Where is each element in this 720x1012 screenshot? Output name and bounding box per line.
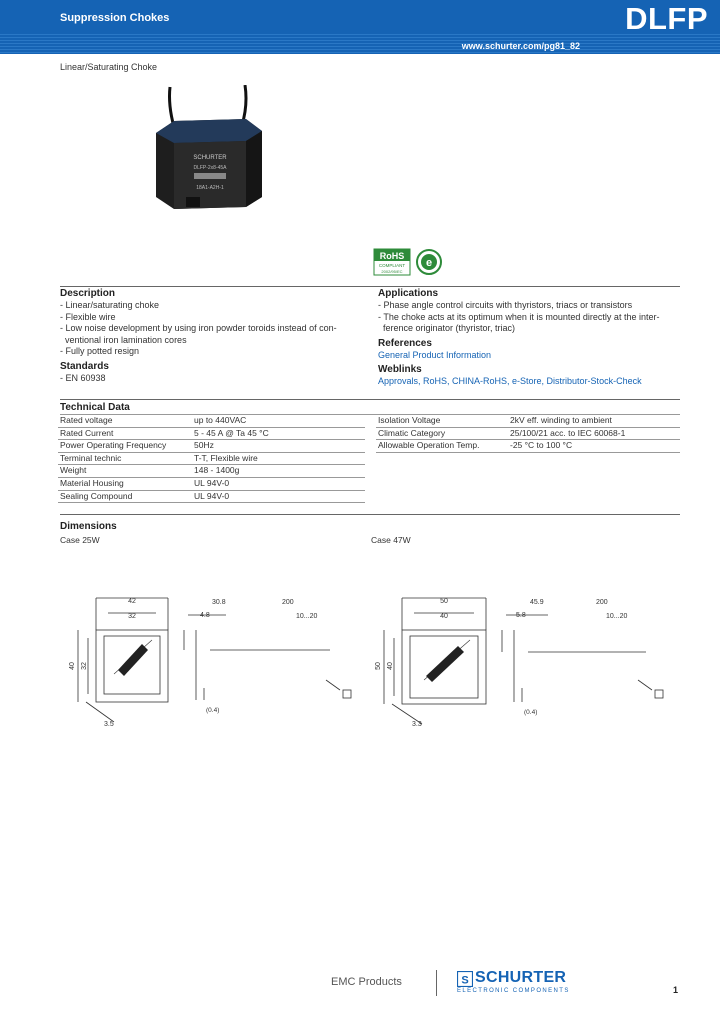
standards-item: - EN 60938 bbox=[60, 373, 106, 383]
section-rule bbox=[60, 514, 680, 515]
table-cell: Sealing Compound bbox=[58, 490, 192, 503]
product-label-line1: SCHURTER bbox=[193, 155, 227, 161]
dim-a-hole: (0.4) bbox=[206, 707, 220, 714]
description-list bbox=[60, 300, 365, 358]
table-cell: Material Housing bbox=[58, 477, 192, 490]
table-row bbox=[58, 415, 365, 427]
case-a-drawing bbox=[60, 590, 360, 740]
category-title: Suppression Chokes bbox=[60, 12, 170, 24]
references-heading: References bbox=[378, 338, 432, 349]
table-cell: up to 440VAC bbox=[192, 415, 365, 427]
rohs-logo bbox=[373, 248, 463, 276]
dim-a-side-d: 4.8 bbox=[200, 612, 210, 619]
case-b-label: Case 47W bbox=[371, 535, 411, 545]
applications-heading: Applications bbox=[378, 288, 439, 299]
dim-b-w-inner: 40 bbox=[440, 613, 448, 620]
svg-text:e: e bbox=[425, 257, 433, 269]
dim-a-h-inner: 32 bbox=[81, 662, 88, 670]
svg-text:S: S bbox=[461, 974, 469, 987]
dim-b-strip: 10...20 bbox=[606, 613, 628, 620]
standards-heading: Standards bbox=[60, 361, 109, 372]
table-cell: Weight bbox=[58, 465, 192, 478]
section-rule bbox=[60, 399, 680, 400]
case-a-label: Case 25W bbox=[60, 535, 100, 545]
table-row bbox=[58, 477, 365, 490]
technical-table-left bbox=[58, 415, 365, 503]
dim-b-side-d: 5.8 bbox=[516, 612, 526, 619]
table-row bbox=[376, 427, 680, 440]
description-item: ventional iron lamination cores bbox=[60, 334, 187, 345]
product-title: DLFP bbox=[625, 1, 708, 36]
china-rohs-icon bbox=[417, 250, 441, 274]
dim-b-hole: (0.4) bbox=[524, 709, 538, 716]
dim-b-w-outer: 50 bbox=[440, 598, 448, 605]
technical-table-right bbox=[376, 415, 680, 453]
table-cell: Terminal technic bbox=[58, 452, 192, 465]
dim-a-w-inner: 32 bbox=[128, 613, 136, 620]
application-item: ference originator (thyristor, triac) bbox=[378, 323, 516, 333]
dim-b-h-outer: 50 bbox=[375, 662, 382, 670]
application-item: - Phase angle control circuits with thyristors, triacs or transistors bbox=[378, 300, 633, 310]
technical-data-heading: Technical Data bbox=[60, 402, 130, 413]
table-cell: Rated voltage bbox=[58, 415, 192, 427]
certification-logos bbox=[373, 248, 463, 276]
brand-subtitle: ELECTRONIC COMPONENTS bbox=[457, 988, 570, 994]
dimensions-heading: Dimensions bbox=[60, 521, 117, 532]
description-heading: Description bbox=[60, 288, 116, 299]
dim-b-h-inner: 40 bbox=[387, 662, 394, 670]
table-row bbox=[58, 452, 365, 465]
product-image bbox=[150, 85, 270, 215]
table-row bbox=[376, 415, 680, 427]
table-cell: T-T, Flexible wire bbox=[192, 452, 365, 465]
dim-a-h-outer: 40 bbox=[69, 662, 76, 670]
table-cell: Isolation Voltage bbox=[376, 415, 508, 427]
brand-name: SCHURTER bbox=[475, 969, 567, 986]
applications-list bbox=[378, 300, 683, 335]
footer-section-name: EMC Products bbox=[331, 976, 402, 988]
table-row bbox=[58, 490, 365, 503]
page-number: 1 bbox=[673, 985, 679, 995]
page-header bbox=[0, 0, 720, 54]
product-label-line3: 18A1-A2H-1 bbox=[196, 185, 224, 191]
table-cell: Rated Current bbox=[58, 427, 192, 440]
weblinks-links[interactable]: Approvals, RoHS, CHINA-RoHS, e-Store, Distributor-Stock-Check bbox=[378, 376, 642, 386]
dim-b-side-w: 45.9 bbox=[530, 599, 544, 606]
table-cell: 50Hz bbox=[192, 440, 365, 453]
table-cell: 148 - 1400g bbox=[192, 465, 365, 478]
dim-a-lead: 200 bbox=[282, 599, 294, 606]
case-b-drawing bbox=[370, 590, 670, 740]
table-cell: UL 94V-0 bbox=[192, 490, 365, 503]
weblinks-heading: Weblinks bbox=[378, 364, 422, 375]
general-product-info-link[interactable]: General Product Information bbox=[378, 350, 492, 360]
rohs-line1: RoHS bbox=[379, 251, 405, 261]
product-url[interactable]: www.schurter.com/pg81_82 bbox=[461, 41, 580, 51]
dim-a-corner: 3.5 bbox=[104, 721, 114, 728]
table-cell: Power Operating Frequency bbox=[58, 440, 192, 453]
table-cell: 25/100/21 acc. to IEC 60068-1 bbox=[508, 427, 680, 440]
rohs-line3: 2002/95/EC bbox=[381, 269, 403, 274]
table-cell: Climatic Category bbox=[376, 427, 508, 440]
page-subtitle: Linear/Saturating Choke bbox=[60, 62, 158, 72]
table-cell: 2kV eff. winding to ambient bbox=[508, 415, 680, 427]
application-item: - The choke acts at its optimum when it is mounted directly at the inter- bbox=[378, 311, 660, 322]
table-row bbox=[58, 465, 365, 478]
section-rule bbox=[60, 286, 680, 287]
table-row bbox=[58, 427, 365, 440]
dim-b-corner: 3.3 bbox=[412, 721, 422, 728]
description-item: - Low noise development by using iron powder toroids instead of con- bbox=[60, 323, 337, 333]
description-item: - Flexible wire bbox=[60, 311, 116, 322]
table-cell: UL 94V-0 bbox=[192, 477, 365, 490]
dim-a-w-outer: 42 bbox=[128, 598, 136, 605]
table-cell: 5 - 45 A @ Ta 45 °C bbox=[192, 427, 365, 440]
schurter-logo-icon bbox=[457, 971, 473, 987]
product-label-line2: DLFP-2x8-45A bbox=[193, 165, 227, 171]
dim-a-side-w: 30.8 bbox=[212, 599, 226, 606]
table-cell: -25 °C to 100 °C bbox=[508, 440, 680, 453]
table-row bbox=[58, 440, 365, 453]
description-item: - Linear/saturating choke bbox=[60, 300, 160, 310]
description-item: - Fully potted resign bbox=[60, 346, 140, 356]
table-row bbox=[376, 440, 680, 453]
table-cell: Allowable Operation Temp. bbox=[376, 440, 508, 453]
footer-divider bbox=[436, 970, 437, 996]
dim-b-lead: 200 bbox=[596, 599, 608, 606]
dim-a-strip: 10...20 bbox=[296, 613, 318, 620]
header-stripes bbox=[0, 34, 720, 54]
rohs-line2: COMPLIANT bbox=[378, 263, 406, 268]
